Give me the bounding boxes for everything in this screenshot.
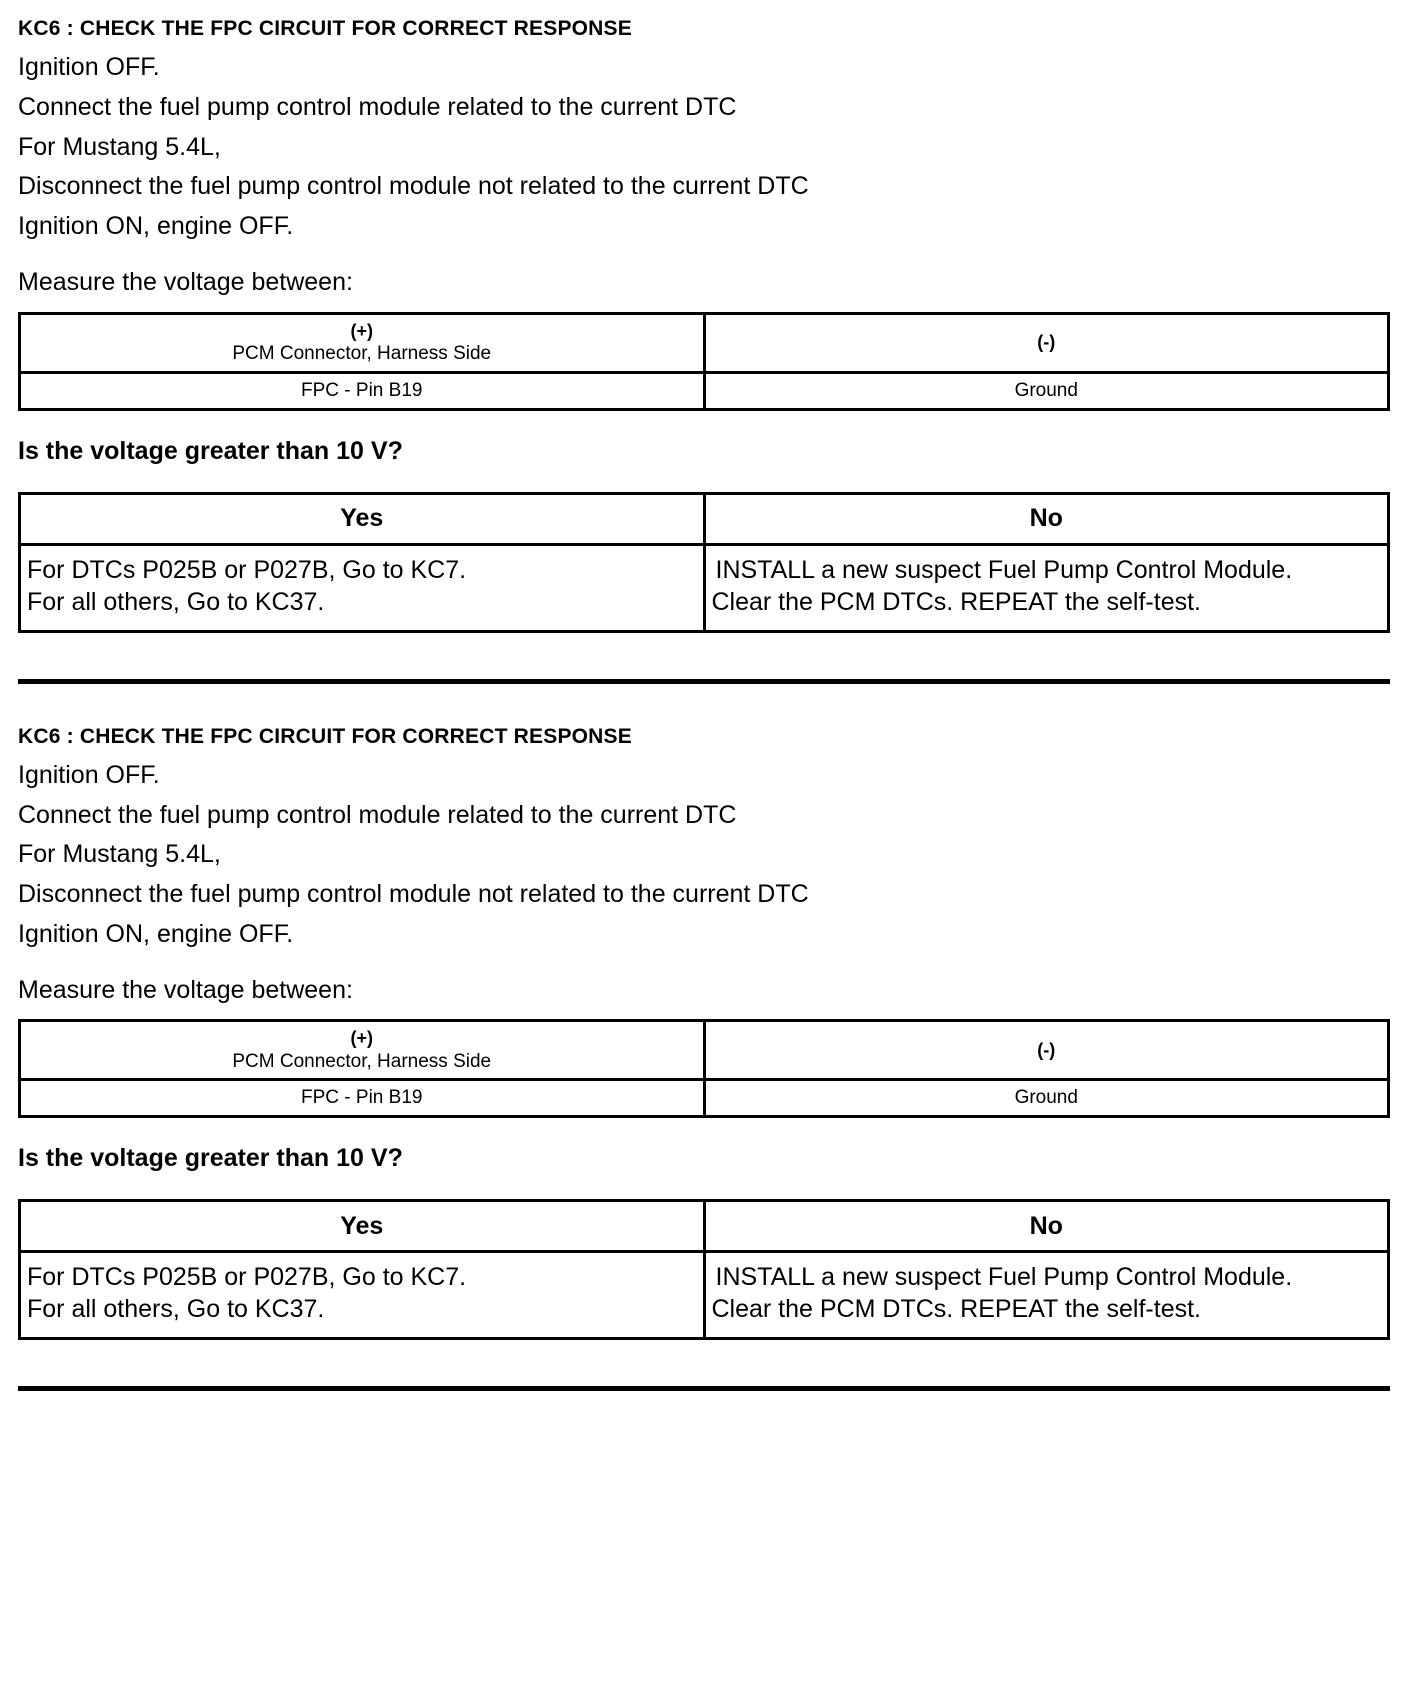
diagnostic-section-2: [18, 724, 1390, 1341]
no-answer-line: INSTALL a new suspect Fuel Pump Control Module.: [715, 555, 1293, 584]
step-line: For Mustang 5.4L,: [18, 840, 221, 869]
yes-header: Yes: [20, 493, 705, 544]
table-row: [20, 313, 1389, 372]
no-header: No: [704, 1201, 1389, 1252]
measurement-header-positive: [20, 313, 705, 372]
table-row: [20, 372, 1389, 409]
yes-answer-line: For all others, Go to KC37.: [27, 587, 325, 616]
yes-answer-cell: [20, 544, 705, 631]
polarity-negative: (-): [1037, 332, 1056, 353]
measurement-header-negative: [704, 313, 1389, 372]
section-divider: [18, 679, 1390, 684]
table-row: [20, 544, 1389, 631]
no-answer-line: Clear the PCM DTCs. REPEAT the self-test.: [711, 1295, 1201, 1324]
step-line: Disconnect the fuel pump control module not related to the current DTC: [18, 172, 809, 201]
step-line: Connect the fuel pump control module related to the current DTC: [18, 92, 737, 121]
step-line: Ignition OFF.: [18, 53, 160, 82]
polarity-positive: (+): [350, 320, 373, 341]
measurement-pin: FPC - Pin B19: [20, 372, 705, 409]
question-text: Is the voltage greater than 10 V?: [18, 1144, 403, 1173]
table-row: [20, 1021, 1389, 1080]
decision-table: [18, 492, 1390, 633]
step-line: Disconnect the fuel pump control module not related to the current DTC: [18, 880, 809, 909]
yes-answer-line: For DTCs P025B or P027B, Go to KC7.: [27, 555, 467, 584]
section-title: KC6 : CHECK THE FPC CIRCUIT FOR CORRECT RESPONSE: [18, 724, 632, 748]
yes-answer-line: For DTCs P025B or P027B, Go to KC7.: [27, 1263, 467, 1292]
no-header: No: [704, 493, 1389, 544]
measure-label: Measure the voltage between:: [18, 975, 353, 1004]
question-text: Is the voltage greater than 10 V?: [18, 436, 403, 465]
section-divider-bottom: [18, 1386, 1390, 1391]
step-line: For Mustang 5.4L,: [18, 132, 221, 161]
connector-label: PCM Connector, Harness Side: [232, 1050, 492, 1072]
table-header-row: [20, 493, 1389, 544]
yes-answer-cell: [20, 1252, 705, 1339]
measurement-reference: Ground: [704, 372, 1389, 409]
no-answer-line: Clear the PCM DTCs. REPEAT the self-test.: [711, 587, 1201, 616]
measurement-header-negative: [704, 1021, 1389, 1080]
table-row: [20, 1080, 1389, 1117]
diagnostic-section-1: [18, 16, 1390, 633]
step-line: Connect the fuel pump control module related to the current DTC: [18, 800, 737, 829]
measurement-pin: FPC - Pin B19: [20, 1080, 705, 1117]
measurement-table: [18, 1019, 1390, 1118]
table-row: [20, 1252, 1389, 1339]
measurement-header-positive: [20, 1021, 705, 1080]
decision-table: [18, 1199, 1390, 1340]
measure-label: Measure the voltage between:: [18, 267, 353, 296]
no-answer-cell: [704, 544, 1389, 631]
step-line: Ignition OFF.: [18, 760, 160, 789]
section-title: KC6 : CHECK THE FPC CIRCUIT FOR CORRECT RESPONSE: [18, 17, 632, 40]
step-line: Ignition ON, engine OFF.: [18, 919, 294, 948]
table-header-row: [20, 1201, 1389, 1252]
step-line: Ignition ON, engine OFF.: [18, 212, 294, 241]
connector-label: PCM Connector, Harness Side: [232, 343, 492, 365]
measurement-table: [18, 312, 1390, 411]
polarity-positive: (+): [350, 1028, 373, 1049]
no-answer-cell: [704, 1252, 1389, 1339]
no-answer-line: INSTALL a new suspect Fuel Pump Control Module.: [715, 1263, 1293, 1292]
measurement-reference: Ground: [704, 1080, 1389, 1117]
polarity-negative: (-): [1037, 1040, 1056, 1061]
yes-header: Yes: [20, 1201, 705, 1252]
yes-answer-line: For all others, Go to KC37.: [27, 1295, 325, 1324]
